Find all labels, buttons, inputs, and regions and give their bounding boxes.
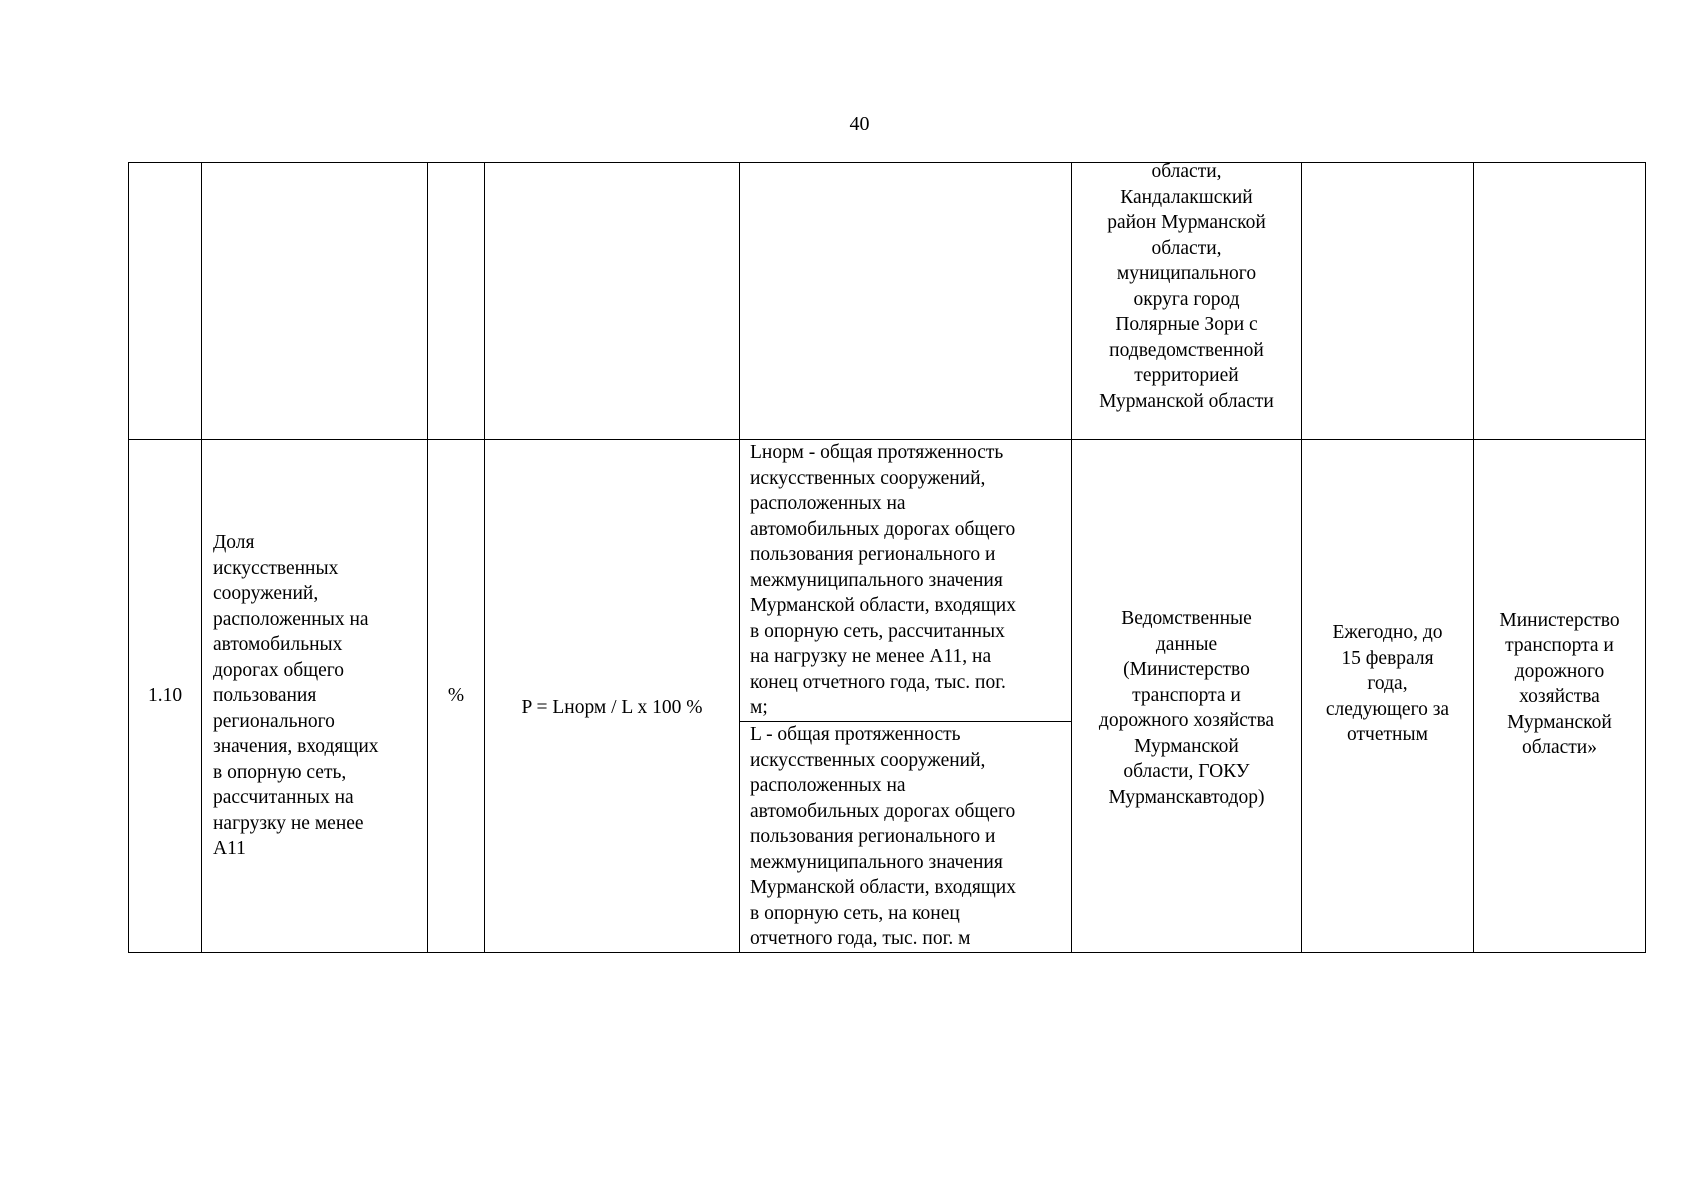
page-number: 40 [849, 113, 870, 135]
cell-responsible [1474, 440, 1646, 953]
cell-deadline [1302, 440, 1474, 953]
table-row-continuation [129, 163, 1646, 440]
cell-data-source [1072, 440, 1302, 953]
responsible-text: Министерство транспорта и дорожного хозяйства Мурманской области» [1499, 609, 1620, 758]
cell-definition [740, 440, 1072, 953]
definition-l [740, 722, 1071, 952]
definition-lnorm [740, 440, 1071, 722]
cell-responsible [1474, 163, 1646, 440]
table-row-1-10 [129, 440, 1646, 953]
data-source-text: области, Кандалакшский район Мурманской области, муниципального округа город Полярные Зори с подведомственной территорией Мурманской области [1099, 161, 1274, 412]
indicators-table [128, 162, 1646, 953]
formula-text: P = Lнорм / L х 100 % [521, 697, 703, 719]
cell-data-source [1072, 163, 1302, 440]
unit-text: % [447, 685, 465, 707]
cell-definition [740, 163, 1072, 440]
definition-lnorm-text: Lнорм - общая протяженность искусственных сооружений, расположенных на автомобильных дорогах общего пользования регионального и межмуниципального значения Мурманской области, входящих в опорную сеть, рассчитанных на нагрузку не менее А11, на конец отчетного года, тыс. пог. м; [750, 442, 1016, 718]
deadline-text: Ежегодно, до 15 февраля года, следующего за отчетным [1325, 622, 1450, 746]
cell-formula [485, 440, 740, 953]
cell-indicator [202, 440, 428, 953]
cell-indicator [202, 163, 428, 440]
definition-l-text: L - общая протяженность искусственных сооружений, расположенных на автомобильных дорогах общего пользования регионального и межмуниципального значения Мурманской области, входящих в опорную сеть, на конец отчетного года, тыс. пог. м [750, 724, 1016, 949]
cell-number [129, 163, 202, 440]
data-source-text: Ведомственные данные (Министерство транспорта и дорожного хозяйства Мурманской области, ГОКУ Мурманскавтодор) [1098, 608, 1275, 808]
cell-unit [428, 163, 485, 440]
cell-formula [485, 163, 740, 440]
cell-unit [428, 440, 485, 953]
indicator-text: Доля искусственных сооружений, расположенных на автомобильных дорогах общего пользования регионального значения, входящих в опорную сеть, рассчитанных на нагрузку не менее А11 [213, 532, 379, 860]
cell-number [129, 440, 202, 953]
row-number: 1.10 [147, 685, 183, 707]
cell-deadline [1302, 163, 1474, 440]
